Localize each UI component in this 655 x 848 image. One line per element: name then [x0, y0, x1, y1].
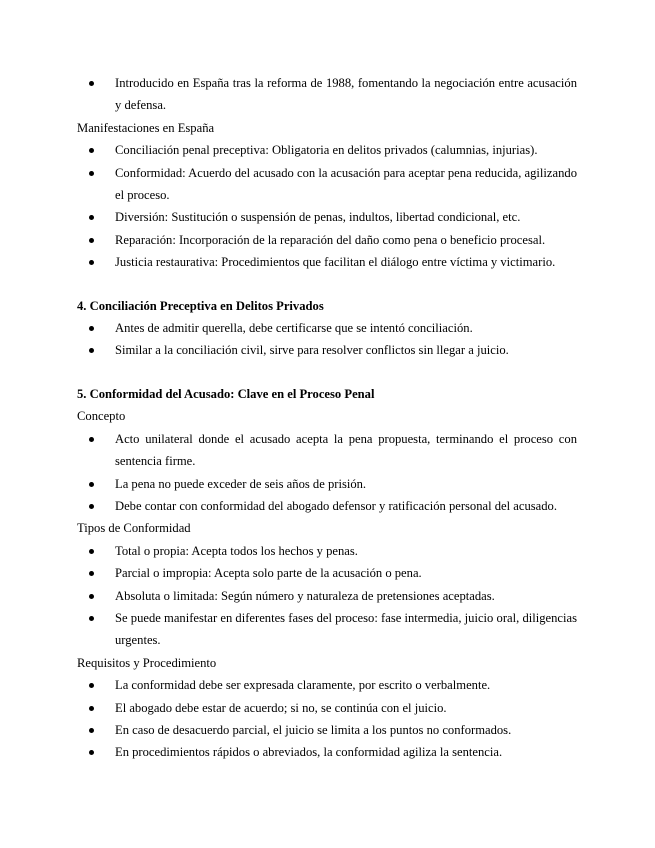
bullet-icon	[89, 706, 94, 711]
subheading-concepto: Concepto	[77, 409, 126, 424]
bullet-icon	[89, 482, 94, 487]
subheading-tipos: Tipos de Conformidad	[77, 521, 191, 536]
intro-list	[77, 72, 577, 117]
list-item: Similar a la conciliación civil, sirve para resolver conflictos sin llegar a juicio.	[77, 339, 577, 361]
section-4-list	[77, 317, 577, 362]
concepto-list	[77, 428, 577, 518]
bullet-icon	[89, 260, 94, 265]
list-item: Se puede manifestar en diferentes fases del proceso: fase intermedia, juicio oral, diligencias urgentes.	[77, 607, 577, 652]
list-item: La pena no puede exceder de seis años de prisión.	[77, 473, 577, 495]
bullet-icon	[89, 148, 94, 153]
bullet-icon	[89, 571, 94, 576]
list-item: Introducido en España tras la reforma de 1988, fomentando la negociación entre acusación y defensa.	[77, 72, 577, 117]
list-item: En procedimientos rápidos o abreviados, la conformidad agiliza la sentencia.	[77, 741, 577, 763]
bullet-icon	[89, 750, 94, 755]
bullet-icon	[89, 683, 94, 688]
tipos-list	[77, 540, 577, 652]
section-4-heading: 4. Conciliación Preceptiva en Delitos Privados	[77, 298, 324, 313]
section-spacer	[77, 274, 577, 295]
section-spacer	[77, 362, 577, 383]
bullet-icon	[89, 326, 94, 331]
bullet-icon	[89, 728, 94, 733]
list-item: Antes de admitir querella, debe certificarse que se intentó conciliación.	[77, 317, 577, 339]
list-item: Conciliación penal preceptiva: Obligatoria en delitos privados (calumnias, injurias).	[77, 139, 577, 161]
bullet-icon	[89, 549, 94, 554]
list-item: Reparación: Incorporación de la reparación del daño como pena o beneficio procesal.	[77, 229, 577, 251]
list-item: Diversión: Sustitución o suspensión de penas, indultos, libertad condicional, etc.	[77, 206, 577, 228]
bullet-icon	[89, 215, 94, 220]
list-item: En caso de desacuerdo parcial, el juicio se limita a los puntos no conformados.	[77, 719, 577, 741]
list-item: Conformidad: Acuerdo del acusado con la acusación para aceptar pena reducida, agilizando el proceso.	[77, 162, 577, 207]
bullet-icon	[89, 437, 94, 442]
bullet-icon	[89, 616, 94, 621]
list-item: El abogado debe estar de acuerdo; si no, se continúa con el juicio.	[77, 697, 577, 719]
list-item: La conformidad debe ser expresada claramente, por escrito o verbalmente.	[77, 674, 577, 696]
requisitos-list	[77, 674, 577, 764]
list-item: Justicia restaurativa: Procedimientos que facilitan el diálogo entre víctima y victimario.	[77, 251, 577, 273]
list-item: Acto unilateral donde el acusado acepta la pena propuesta, terminando el proceso con sentencia firme.	[77, 428, 577, 473]
document-page	[77, 72, 577, 764]
bullet-icon	[89, 171, 94, 176]
list-item: Debe contar con conformidad del abogado defensor y ratificación personal del acusado.	[77, 495, 577, 517]
section-5-heading: 5. Conformidad del Acusado: Clave en el Proceso Penal	[77, 386, 375, 401]
list-item: Absoluta o limitada: Según número y naturaleza de pretensiones aceptadas.	[77, 585, 577, 607]
subheading-manifestaciones: Manifestaciones en España	[77, 120, 215, 135]
bullet-icon	[89, 504, 94, 509]
list-item: Total o propia: Acepta todos los hechos y penas.	[77, 540, 577, 562]
bullet-icon	[89, 348, 94, 353]
bullet-icon	[89, 238, 94, 243]
manifestaciones-list	[77, 139, 577, 273]
subheading-requisitos: Requisitos y Procedimiento	[77, 655, 217, 670]
bullet-icon	[89, 81, 94, 86]
bullet-icon	[89, 594, 94, 599]
list-item: Parcial o impropia: Acepta solo parte de la acusación o pena.	[77, 562, 577, 584]
